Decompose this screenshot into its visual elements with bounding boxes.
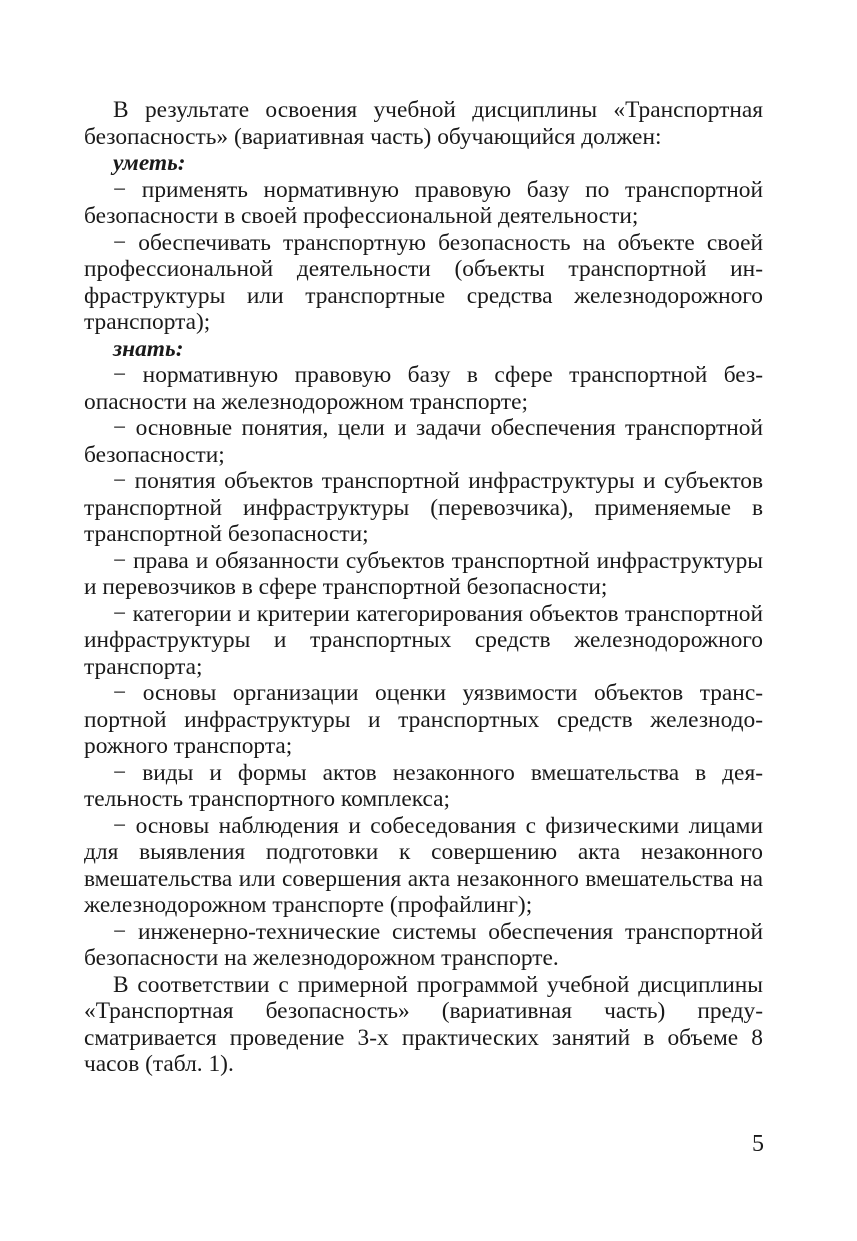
knowledge-item-3: − понятия объектов транспортной инфраструктуры и субъектов транспортной инфраструктуры (перевозчика), применяемые в транспортной безопасности; bbox=[84, 468, 763, 547]
page-number: 5 bbox=[752, 1131, 764, 1157]
knowledge-item-5: − категории и критерии категорирования объектов транспортной инфраструктуры и транспортных средств железнодорожного транспорта; bbox=[84, 600, 763, 680]
knowledge-item-4: − права и обязанности субъектов транспортной инфраструктуры и перевозчиков в сфере транспортной безопасности; bbox=[84, 547, 763, 600]
knowledge-item-1: − нормативную правовую базу в сфере транспортной безопасности на железнодорожном транспорте; bbox=[84, 362, 763, 415]
skills-heading: уметь: bbox=[113, 150, 186, 176]
knowledge-item-8: − основы наблюдения и собеседования с физическими лицами для выявления подготовки к совершению акта незаконного вмешательства или совершения акта незаконного вмешательства на железнодорожном транспорте (профайлинг); bbox=[84, 812, 763, 918]
knowledge-item-6: − основы организации оценки уязвимости объектов транспортной инфраструктуры и транспортных средств железнодорожного транспорта; bbox=[84, 680, 763, 759]
knowledge-item-7: − виды и формы актов незаконного вмешательства в деятельность транспортного комплекса; bbox=[84, 759, 763, 812]
intro-paragraph: В результате освоения учебной дисциплины «Транспортная безопасность» (вариативная часть) обучающийся должен: bbox=[84, 97, 763, 150]
knowledge-heading: знать: bbox=[113, 335, 184, 362]
closing-paragraph: В соответствии с примерной программой учебной дисциплины «Транспортная безопасность» (вариативная часть) предусматривается проведение 3-х практических занятий в объеме 8 часов (табл. 1). bbox=[84, 971, 763, 1077]
knowledge-item-9: − инженерно-технические системы обеспечения транспортной безопасности на железнодорожном транспорте. bbox=[84, 918, 763, 971]
page-body bbox=[84, 97, 763, 1078]
knowledge-item-2: − основные понятия, цели и задачи обеспечения транспортной безопасности; bbox=[84, 415, 763, 468]
skill-item-2: − обеспечивать транспортную безопасность на объекте своей профессиональной деятельности (объекты транспортной инфраструктуры или транспортные средства железнодорожного транспорта); bbox=[84, 229, 763, 335]
skill-item-1: − применять нормативную правовую базу по транспортной безопасности в своей профессиональной деятельности; bbox=[84, 176, 763, 229]
